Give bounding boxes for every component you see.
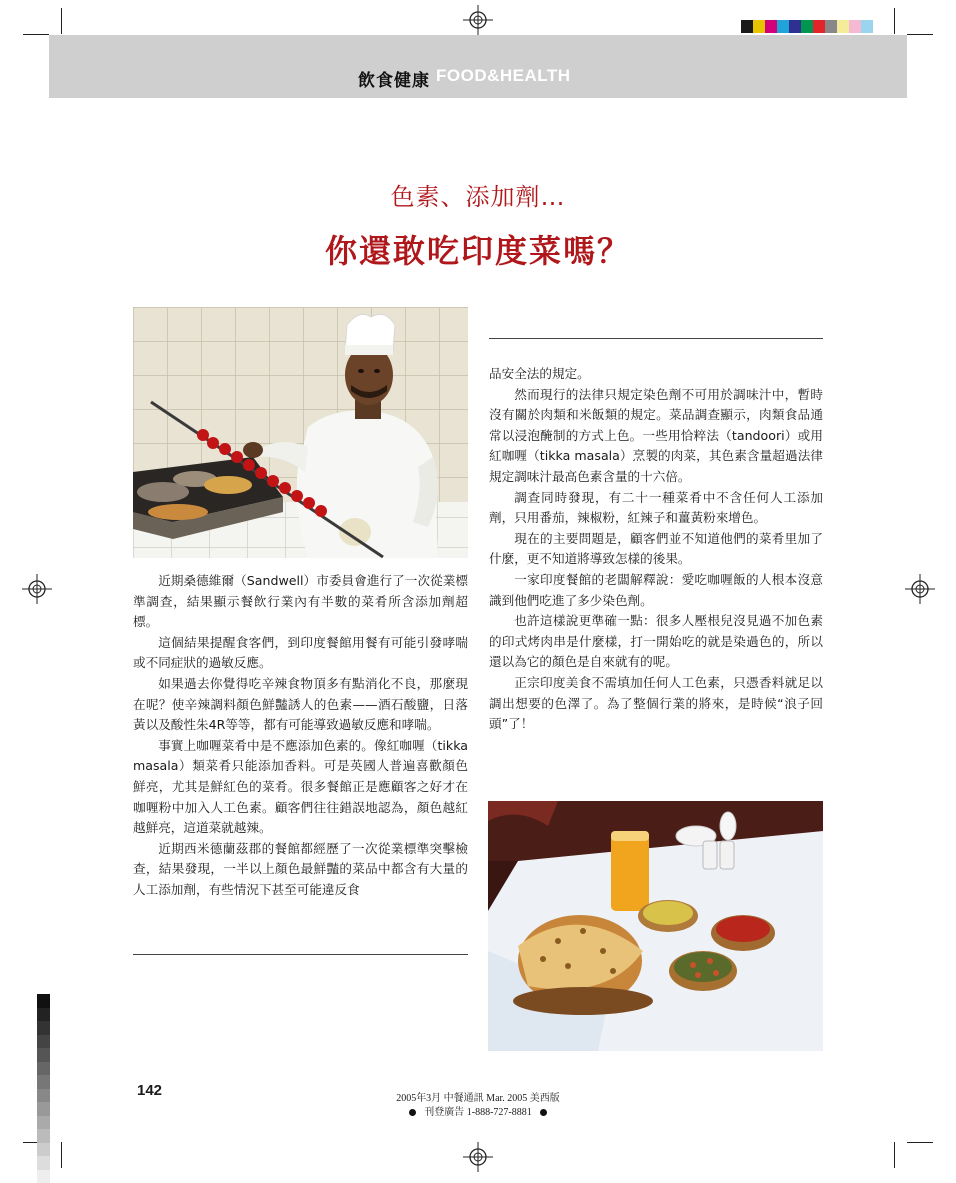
gray-swatch bbox=[37, 1170, 50, 1183]
article-paragraph: 這個結果提醒食客們，到印度餐館用餐有可能引發哮喘或不同症狀的過敏反應。 bbox=[133, 633, 468, 674]
article-paragraph: 正宗印度美食不需填加任何人工色素，只憑香料就足以調出想要的色澤了。為了整個行業的將來，是時候“浪子回頭”了！ bbox=[489, 673, 823, 735]
text-column-right bbox=[489, 364, 823, 735]
crop-mark bbox=[894, 8, 895, 34]
gray-swatch bbox=[37, 1035, 50, 1049]
gray-swatch bbox=[37, 1143, 50, 1157]
color-swatch bbox=[789, 20, 801, 33]
crop-mark bbox=[61, 8, 62, 34]
bullet-icon bbox=[409, 1109, 416, 1116]
footer-issue: 2005年3月 中餐通訊 Mar. 2005 美西版 bbox=[0, 1089, 956, 1104]
gray-swatch bbox=[37, 1048, 50, 1062]
article-paragraph: 調查同時發現，有二十一種菜肴中不含任何人工添加劑，只用番茄，辣椒粉，紅辣子和薑黃粉來增色。 bbox=[489, 488, 823, 529]
gray-swatch bbox=[37, 1156, 50, 1170]
crop-mark bbox=[61, 1142, 62, 1168]
crop-mark bbox=[907, 34, 933, 35]
page-number: 142 bbox=[137, 1082, 162, 1099]
color-swatch bbox=[765, 20, 777, 33]
article-paragraph: 如果過去你覺得吃辛辣食物頂多有點消化不良，那麼現在呢？使辛辣調料顏色鮮豔誘人的色素——酒石酸鹽，日落黃以及酸性朱4R等等，都有可能導致過敏反應和哮喘。 bbox=[133, 674, 468, 736]
gray-swatch bbox=[37, 1008, 50, 1022]
registration-mark-icon bbox=[22, 574, 52, 604]
color-swatch bbox=[849, 20, 861, 33]
registration-mark-icon bbox=[463, 5, 493, 35]
gray-swatch bbox=[37, 1129, 50, 1143]
article-paragraph: 品安全法的規定。 bbox=[489, 364, 823, 385]
footer-ad: 刊登廣告 1-888-727-8881 bbox=[424, 1107, 532, 1118]
chef-photo bbox=[133, 307, 468, 558]
section-title-en: FOOD&HEALTH bbox=[436, 66, 571, 86]
article-title: 你還敢吃印度菜嗎？ bbox=[0, 226, 956, 272]
article-subtitle: 色素、添加劑… bbox=[0, 177, 956, 212]
bullet-icon bbox=[540, 1109, 547, 1116]
color-swatch bbox=[741, 20, 753, 33]
crop-mark bbox=[907, 1142, 933, 1143]
gray-swatch bbox=[37, 1062, 50, 1076]
color-swatch bbox=[861, 20, 873, 33]
crop-mark bbox=[894, 1142, 895, 1168]
article-paragraph: 也許這樣說更準確一點：很多人壓根兒沒見過不加色素的印式烤肉串是什麼樣，打一開始吃的就是染過色的，所以還以為它的顏色是自來就有的呢。 bbox=[489, 611, 823, 673]
color-swatch bbox=[753, 20, 765, 33]
column-rule bbox=[489, 338, 823, 339]
color-swatch bbox=[813, 20, 825, 33]
article-paragraph: 一家印度餐館的老闆解釋說：愛吃咖喱飯的人根本沒意識到他們吃進了多少染色劑。 bbox=[489, 570, 823, 611]
color-swatch bbox=[777, 20, 789, 33]
article-paragraph: 事實上咖喱菜肴中是不應添加色素的。像紅咖喱（tikka masala）類菜肴只能添加香料。可是英國人普遍喜歡顏色鮮亮，尤其是鮮紅色的菜肴。很多餐館正是應顧客之好才在咖喱粉中加入人工色素。顧客們往往錯誤地認為，顏色越紅越鮮亮，這道菜就越辣。 bbox=[133, 736, 468, 839]
food-photo bbox=[488, 801, 823, 1051]
article-paragraph: 現在的主要問題是，顧客們並不知道他們的菜肴里加了什麼，更不知道將導致怎樣的後果。 bbox=[489, 529, 823, 570]
article-paragraph: 近期西米德蘭茲郡的餐館都經歷了一次從業標準突擊檢查，結果發現，一半以上顏色最鮮豔的菜品中都含有大量的人工添加劑，有些情況下甚至可能違反食 bbox=[133, 839, 468, 901]
registration-mark-icon bbox=[463, 1142, 493, 1172]
color-calibration-bar bbox=[741, 20, 873, 33]
footer-ad-line bbox=[0, 1103, 956, 1118]
crop-mark bbox=[23, 34, 49, 35]
gray-swatch bbox=[37, 994, 50, 1008]
column-rule bbox=[133, 954, 468, 955]
article-paragraph: 然而現行的法律只規定染色劑不可用於調味汁中，暫時沒有關於肉類和米飯類的規定。菜品調查顯示，肉類食品通常以浸泡醃制的方式上色。一些用恰粹法（tandoori）或用紅咖喱（tikka masala）烹製的肉菜，其色素含量超過法律規定調味汁最高色素含量的十六倍。 bbox=[489, 385, 823, 488]
color-swatch bbox=[825, 20, 837, 33]
section-title-cn: 飲食健康 bbox=[358, 66, 430, 91]
article-paragraph: 近期桑德維爾（Sandwell）市委員會進行了一次從業標準調查，結果顯示餐飲行業內有半數的菜肴所含添加劑超標。 bbox=[133, 571, 468, 633]
color-swatch bbox=[837, 20, 849, 33]
registration-mark-icon bbox=[905, 574, 935, 604]
gray-swatch bbox=[37, 1075, 50, 1089]
gray-swatch bbox=[37, 1021, 50, 1035]
color-swatch bbox=[801, 20, 813, 33]
text-column-left bbox=[133, 571, 468, 901]
